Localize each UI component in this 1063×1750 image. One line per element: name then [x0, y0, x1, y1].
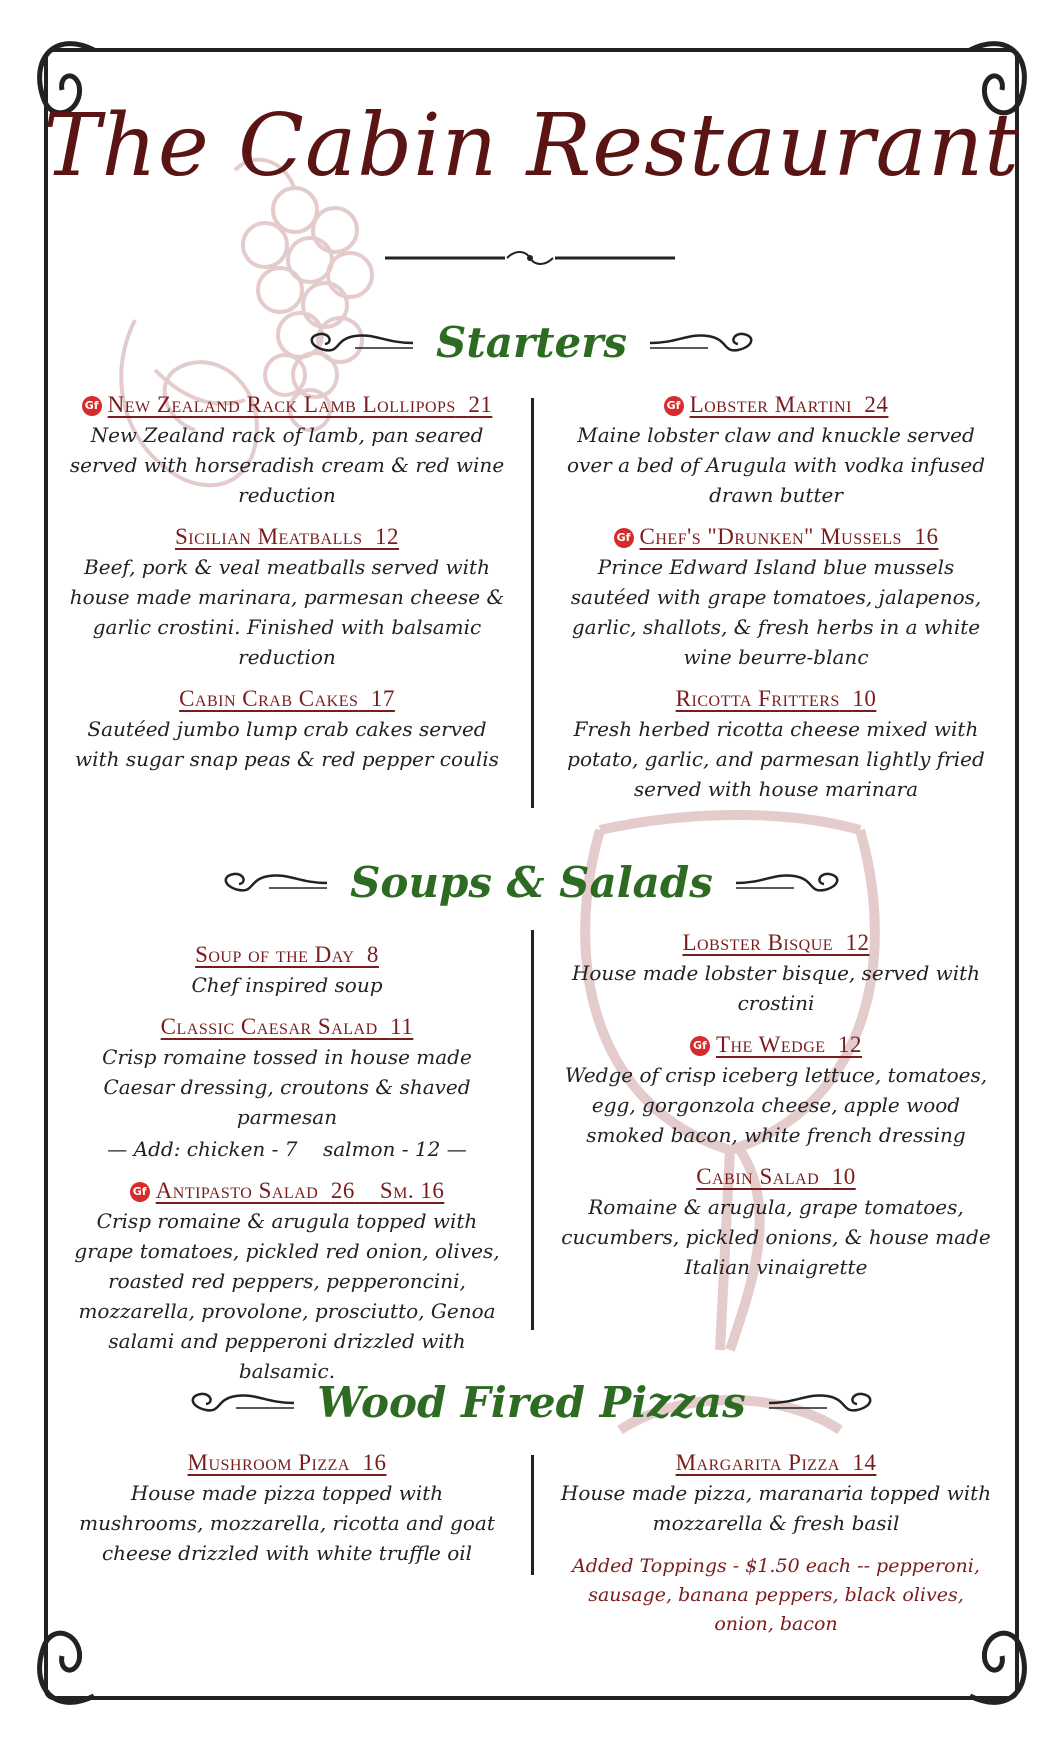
item-price: 12	[838, 1032, 863, 1057]
gluten-free-icon: Gf	[82, 396, 102, 416]
item-price: 21	[468, 392, 493, 417]
menu-item-description: Beef, pork & veal meatballs served with house made marinara, parmesan cheese & garlic crostini. Finished with balsamic reduction	[69, 555, 505, 669]
menu-item-name	[108, 392, 493, 418]
starters-right-column	[556, 392, 996, 818]
menu-item-name	[716, 1032, 862, 1058]
menu-item-name	[179, 686, 395, 712]
menu-item-description: Wedge of crisp iceberg lettuce, tomatoes, egg, gorgonzola cheese, apple wood smoked bacon, white french dressing	[564, 1063, 988, 1147]
menu-item-name	[188, 1450, 387, 1476]
menu-item-description: New Zealand rack of lamb, pan seared served with horseradish cream & red wine reduction	[69, 423, 505, 507]
item-name-text: Chef's "Drunken" Mussels	[639, 524, 902, 549]
menu-item-heading	[556, 1450, 996, 1476]
restaurant-title: The Cabin Restaurant	[43, 96, 1020, 196]
gluten-free-icon: Gf	[664, 396, 684, 416]
item-name-text: Cabin Crab Cakes	[179, 686, 359, 711]
menu-item	[556, 1450, 996, 1538]
menu-item-description: Fresh herbed ricotta cheese mixed with potato, garlic, and parmesan lightly fried served with house marinara	[567, 717, 985, 801]
starters-left-column	[67, 392, 507, 788]
menu-item-name	[676, 1450, 877, 1476]
item-name-text: New Zealand Rack Lamb Lollipops	[107, 392, 456, 417]
column-divider	[531, 1455, 534, 1575]
right-scroll-ornament	[767, 1388, 887, 1418]
item-price: 16	[362, 1450, 387, 1475]
item-price: 24	[864, 392, 889, 417]
gluten-free-icon: Gf	[130, 1182, 150, 1202]
menu-item-description: Maine lobster claw and knuckle served over a bed of Arugula with vodka infused drawn butter	[566, 423, 986, 507]
corner-flourish-bottom-left	[24, 1626, 114, 1716]
right-scroll-ornament	[648, 328, 768, 358]
menu-item	[556, 524, 996, 672]
menu-item-name	[690, 392, 889, 418]
menu-item-heading	[556, 930, 996, 956]
menu-item-heading	[67, 942, 507, 968]
section-title: Starters	[436, 318, 627, 367]
gluten-free-icon: Gf	[614, 528, 634, 548]
menu-item	[556, 930, 996, 1018]
menu-item	[67, 1450, 507, 1568]
menu-item-name	[640, 524, 939, 550]
menu-item-heading	[556, 524, 996, 550]
section-title: Wood Fired Pizzas	[317, 1378, 746, 1427]
menu-item-heading	[67, 686, 507, 712]
menu-item-heading	[67, 392, 507, 418]
menu-item-heading	[556, 1164, 996, 1190]
item-price: 8	[366, 942, 379, 967]
menu-item-addons: — Add: chicken - 7 salmon - 12 —	[107, 1137, 467, 1161]
corner-flourish-bottom-right	[950, 1626, 1040, 1716]
item-price: 26	[330, 1178, 355, 1203]
menu-item-description: Crisp romaine & arugula topped with grape tomatoes, pickled red onion, olives, roasted red peppers, pepperoncini, mozzarella, provolone, prosciutto, Genoa salami and pepperoni drizzled with balsamic.	[74, 1209, 500, 1383]
menu-item	[67, 392, 507, 510]
menu-item	[556, 1032, 996, 1150]
item-price: 14	[852, 1450, 877, 1475]
section-heading-starters	[0, 318, 1063, 367]
right-scroll-ornament	[734, 868, 854, 898]
menu-item-heading	[556, 1032, 996, 1058]
item-name-text: Cabin Salad	[696, 1164, 820, 1189]
item-price: 16	[914, 524, 939, 549]
pizzas-left-column	[67, 1450, 507, 1582]
gluten-free-icon: Gf	[690, 1036, 710, 1056]
item-name-text: Sicilian Meatballs	[174, 524, 363, 549]
left-scroll-ornament	[209, 868, 329, 898]
soups-right-column	[556, 930, 996, 1296]
menu-item-description: Romaine & arugula, grape tomatoes, cucumbers, pickled onions, & house made Italian vinaigrette	[561, 1195, 991, 1279]
menu-item-name	[161, 1014, 414, 1040]
menu-item	[67, 524, 507, 672]
menu-item-heading	[67, 1178, 507, 1204]
item-price: 10	[852, 686, 877, 711]
title-divider-ornament	[385, 250, 675, 266]
item-name-text: Lobster Bisque	[682, 930, 834, 955]
menu-item-name	[175, 524, 399, 550]
menu-item-heading	[67, 1450, 507, 1476]
menu-item-name	[696, 1164, 855, 1190]
item-name-text: Soup of the Day	[195, 942, 355, 967]
item-small-price: Sm. 16	[379, 1178, 445, 1203]
item-name-text: Mushroom Pizza	[187, 1450, 350, 1475]
section-title: Soups & Salads	[350, 858, 713, 907]
item-name-text: Ricotta Fritters	[675, 686, 840, 711]
menu-item-heading	[556, 686, 996, 712]
item-name-text: Antipasto Salad	[155, 1178, 319, 1203]
item-name-text: Margarita Pizza	[675, 1450, 840, 1475]
item-name-text: Lobster Martini	[689, 392, 852, 417]
section-heading-soups-salads	[0, 858, 1063, 907]
menu-item	[556, 1164, 996, 1282]
column-divider	[531, 930, 534, 1330]
menu-item-name	[195, 942, 379, 968]
item-name-text: The Wedge	[715, 1032, 826, 1057]
menu-item-description: House made pizza, maranaria topped with mozzarella & fresh basil	[560, 1481, 992, 1535]
menu-item-description: Crisp romaine tossed in house made Caesar dressing, croutons & shaved parmesan	[102, 1045, 472, 1129]
menu-item-description: House made lobster bisque, served with crostini	[571, 961, 981, 1015]
menu-item-description: House made pizza topped with mushrooms, mozzarella, ricotta and goat cheese drizzled with white truffle oil	[79, 1481, 495, 1565]
column-divider	[531, 398, 534, 808]
item-price: 17	[370, 686, 395, 711]
menu-item	[67, 1178, 507, 1386]
pizzas-right-column	[556, 1450, 996, 1639]
menu-item-description: Chef inspired soup	[191, 973, 383, 997]
menu-item-name	[682, 930, 869, 956]
item-price: 12	[845, 930, 870, 955]
menu-item-heading	[67, 524, 507, 550]
menu-item-heading	[67, 1014, 507, 1040]
menu-item	[556, 392, 996, 510]
menu-item	[556, 686, 996, 804]
added-toppings-note: Added Toppings - $1.50 each -- pepperoni, sausage, banana peppers, black olives, onion, bacon	[572, 1555, 980, 1635]
left-scroll-ornament	[295, 328, 415, 358]
menu-item-description: Prince Edward Island blue mussels sautéed with grape tomatoes, jalapenos, garlic, shallots, & fresh herbs in a white wine beurre-blanc	[570, 555, 982, 669]
item-name-text: Classic Caesar Salad	[160, 1014, 378, 1039]
menu-item-heading	[556, 392, 996, 418]
menu-item-name	[676, 686, 877, 712]
item-price: 12	[375, 524, 400, 549]
menu-item	[67, 1014, 507, 1164]
menu-item-description: Sautéed jumbo lump crab cakes served with sugar snap peas & red pepper coulis	[75, 717, 499, 771]
item-price: 11	[390, 1014, 414, 1039]
menu-item-name	[156, 1178, 445, 1204]
menu-item	[67, 942, 507, 1000]
soups-left-column	[67, 942, 507, 1400]
menu-item	[67, 686, 507, 774]
item-price: 10	[831, 1164, 856, 1189]
